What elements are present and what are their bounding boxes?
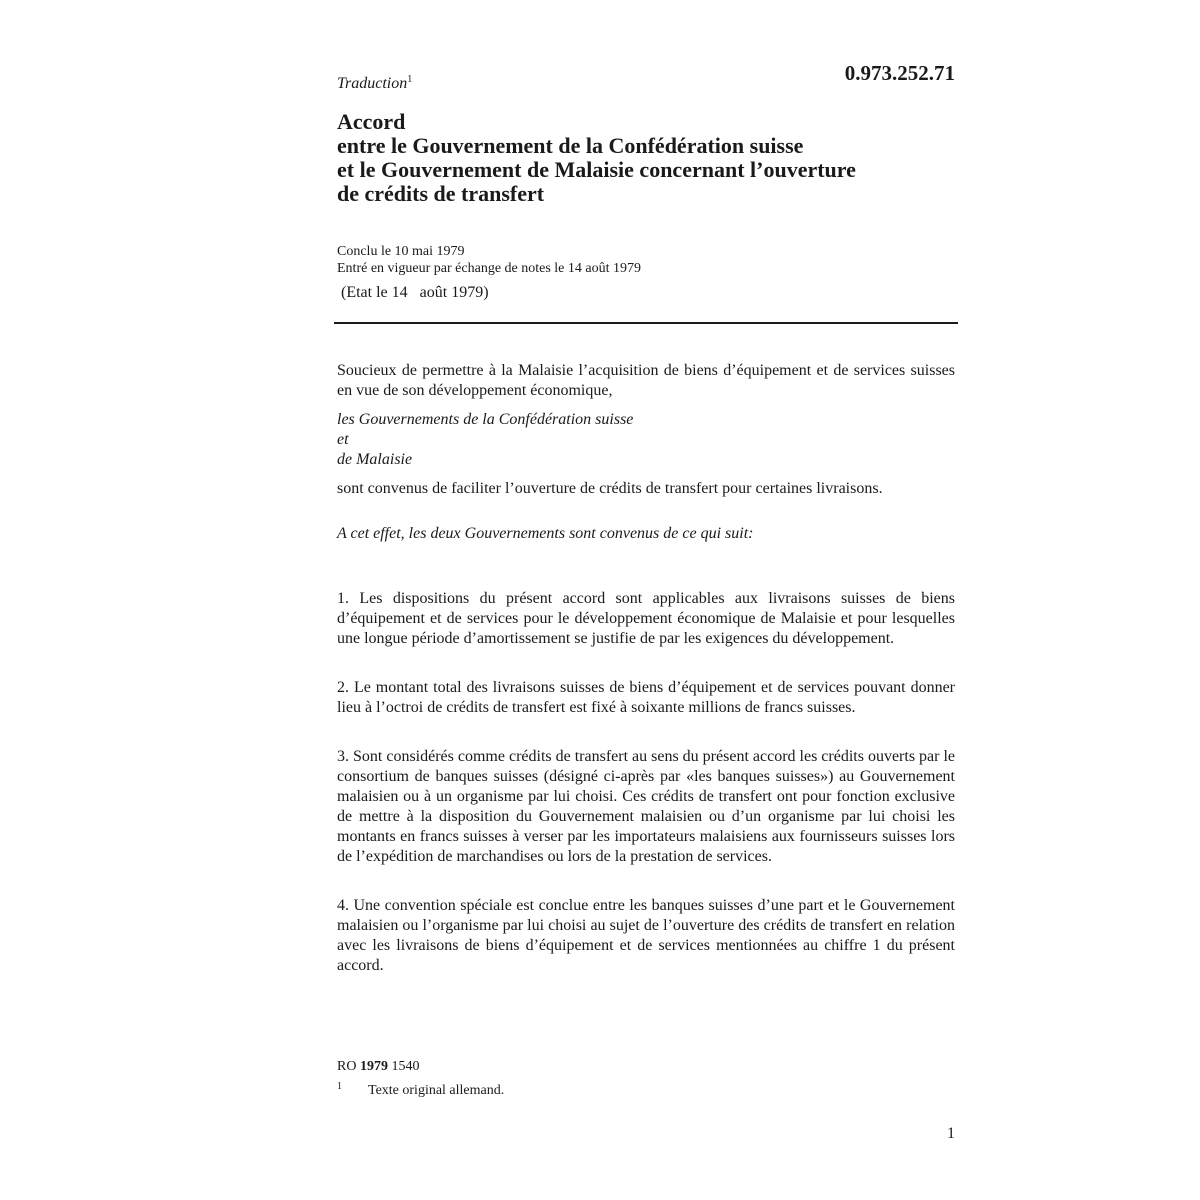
preamble-paragraph: Soucieux de permettre à la Malaisie l’acquisition de biens d’équipement et de services suisses en vue de son développement économique,: [337, 362, 955, 399]
party-line: les Gouvernements de la Confédération suisse: [337, 411, 634, 428]
footnote-1: [337, 1081, 504, 1099]
page-number: 1: [947, 1125, 955, 1142]
article-3: 3. Sont considérés comme crédits de transfert au sens du présent accord les crédits ouverts par le consortium de banques suisses (désigné ci-après par «les banques suisses») au Gouvernement malaisien ou à un organisme par lui choisi. Ces crédits de transfert ont pour fonction exclusive de mettre à la disposition du Gouvernement malaisien ou d’un organisme par lui choisi les montants en francs suisses à verser par les importateurs malaisiens aux fournisseurs suisses lors de l’expédition de marchandises ou lors de la prestation de services.: [337, 748, 956, 865]
parties-block: [337, 410, 955, 470]
title-line: et le Gouvernement de Malaisie concernant l’ouverture: [337, 157, 856, 182]
agreement-intro: A cet effet, les deux Gouvernements sont convenus de ce qui suit:: [337, 525, 754, 542]
sr-number: 0.973.252.71: [844, 61, 955, 85]
title-line: de crédits de transfert: [337, 181, 545, 206]
title-line: entre le Gouvernement de la Confédération suisse: [337, 133, 804, 158]
party-line: et: [337, 431, 349, 448]
agreement-purpose: sont convenus de faciliter l’ouverture de crédits de transfert pour certaines livraisons.: [337, 480, 883, 497]
conclusion-date: Conclu le 10 mai 1979: [337, 244, 465, 259]
translation-label: Traduction$^1$: [337, 74, 413, 92]
party-line: de Malaisie: [337, 451, 413, 468]
article-1: 1. Les dispositions du présent accord sont applicables aux livraisons suisses de biens d’équipement et de services pour le développement économique de Malaisie et pour lesquelles une longue période d’amortissement se justifie de par les exigences du développement.: [337, 590, 955, 647]
article-4: 4. Une convention spéciale est conclue entre les banques suisses d’une part et le Gouvernement malaisien ou l’organisme par lui choisi au sujet de l’ouverture des crédits de transfert en relation avec les livraisons de biens d’équipement et de services mentionnées au chiffre 1 du présent accord.: [337, 897, 955, 974]
status-date: (Etat le 14 août 1979): [341, 284, 489, 301]
article-2: 2. Le montant total des livraisons suisses de biens d’équipement et de services pouvant donner lieu à l’octroi de crédits de transfert est fixé à soixante millions de francs suisses.: [337, 679, 955, 716]
official-collection-ref: RO 1979 1540: [337, 1059, 420, 1074]
document-meta: [337, 243, 641, 277]
footnote-text: Texte original allemand.: [368, 1083, 505, 1098]
header-divider: [334, 322, 958, 324]
document-title: [337, 110, 957, 206]
footnote-ref: 1: [407, 74, 413, 85]
title-line: Accord: [337, 109, 406, 134]
footnote-number: 1: [337, 1081, 342, 1092]
entry-into-force: Entré en vigueur par échange de notes le 14 août 1979: [337, 261, 642, 276]
